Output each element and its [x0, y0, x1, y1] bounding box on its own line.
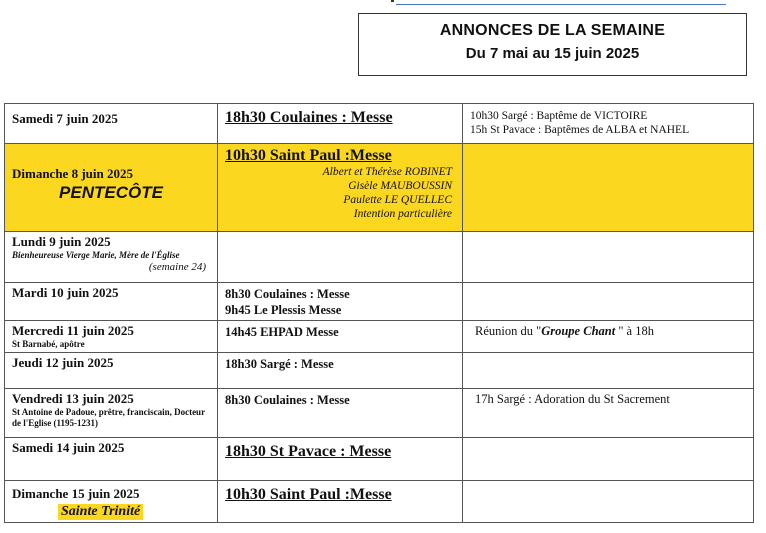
note-cell: [463, 389, 754, 438]
table-row: [5, 283, 754, 321]
note-line: 10h30 Sargé : Baptême de VICTOIRE: [470, 110, 648, 122]
day-label: Mardi 10 juin 2025: [12, 285, 119, 300]
day-label: Jeudi 12 juin 2025: [12, 355, 114, 370]
table-row: [5, 353, 754, 389]
intention-line: Gisèle MAUBOUSSIN: [348, 180, 452, 192]
mass-cell: [218, 144, 463, 232]
feast-subtitle: St Antoine de Padoue, prêtre, franciscain, Docteur de l'Eglise (1195-1231): [12, 407, 205, 428]
mass-label: 8h30 Coulaines : Messe: [225, 287, 350, 301]
note-cell: [463, 438, 754, 481]
mass-cell: [218, 481, 463, 523]
date-cell: [5, 104, 218, 144]
note-cell: [463, 144, 754, 232]
day-label: Dimanche 8 juin 2025: [12, 166, 133, 181]
mass-cell: [218, 321, 463, 353]
table-row: [5, 232, 754, 283]
date-cell: [5, 232, 218, 283]
top-link-underline: [396, 0, 726, 5]
date-cell: [5, 144, 218, 232]
day-label: Vendredi 13 juin 2025: [12, 391, 134, 406]
page-subtitle: Du 7 mai au 15 juin 2025: [465, 45, 640, 62]
table-row: [5, 104, 754, 144]
schedule-table: [4, 103, 754, 523]
note-text: " à 18h: [615, 324, 654, 338]
stray-mark: [391, 0, 394, 2]
feast-subtitle: St Barnabé, apôtre: [12, 339, 85, 349]
intention-line: Albert et Thérèse ROBINET: [322, 166, 452, 178]
feast-subtitle: Bienheureuse Vierge Marie, Mère de l'Église: [12, 250, 180, 260]
table-row: [5, 389, 754, 438]
mass-cell: [218, 438, 463, 481]
mass-cell: [218, 283, 463, 321]
table-row: [5, 438, 754, 481]
table-row: [5, 321, 754, 353]
intention-line: Intention particulière: [353, 208, 452, 220]
week-label: (semaine 24): [148, 261, 206, 273]
page-title: ANNONCES DE LA SEMAINE: [439, 22, 666, 39]
date-cell: [5, 481, 218, 523]
note-cell: [463, 481, 754, 523]
mass-label: 18h30 St Pavace : Messe: [225, 443, 392, 460]
note-cell: [463, 353, 754, 389]
header-box: [358, 13, 747, 76]
mass-label: 8h30 Coulaines : Messe: [225, 393, 350, 407]
date-cell: [5, 438, 218, 481]
feast-label: Sainte Trinité: [58, 504, 143, 520]
note-text: Réunion du ": [475, 324, 542, 338]
date-cell: [5, 353, 218, 389]
date-cell: [5, 389, 218, 438]
mass-label: 10h30 Saint Paul :Messe: [225, 486, 392, 503]
date-cell: [5, 283, 218, 321]
note-cell: [463, 321, 754, 353]
day-label: Dimanche 15 juin 2025: [12, 486, 140, 501]
note-line: 15h St Pavace : Baptêmes de ALBA et NAHEL: [470, 124, 690, 136]
day-label: Lundi 9 juin 2025: [12, 234, 111, 249]
note-line: [475, 324, 746, 339]
note-cell: [463, 104, 754, 144]
table-row: [5, 144, 754, 232]
note-emphasis: Groupe Chant: [541, 324, 616, 338]
mass-label: 10h30 Saint Paul :Messe: [225, 147, 392, 164]
mass-label: 18h30 Sargé : Messe: [225, 357, 334, 371]
day-label: Mercredi 11 juin 2025: [12, 323, 134, 338]
table-row: [5, 481, 754, 523]
note-line: 17h Sargé : Adoration du St Sacrement: [475, 392, 670, 406]
feast-label: PENTECÔTE: [59, 183, 163, 202]
mass-label: 9h45 Le Plessis Messe: [225, 303, 342, 317]
mass-cell: [218, 353, 463, 389]
mass-cell: [218, 389, 463, 438]
mass-label: 14h45 EHPAD Messe: [225, 325, 339, 339]
note-cell: [463, 232, 754, 283]
intention-line: Paulette LE QUELLEC: [343, 194, 452, 206]
mass-label: 18h30 Coulaines : Messe: [225, 109, 393, 126]
day-label: Samedi 7 juin 2025: [12, 111, 118, 126]
note-cell: [463, 283, 754, 321]
day-label: Samedi 14 juin 2025: [12, 440, 125, 455]
date-cell: [5, 321, 218, 353]
mass-cell: [218, 104, 463, 144]
mass-cell: [218, 232, 463, 283]
